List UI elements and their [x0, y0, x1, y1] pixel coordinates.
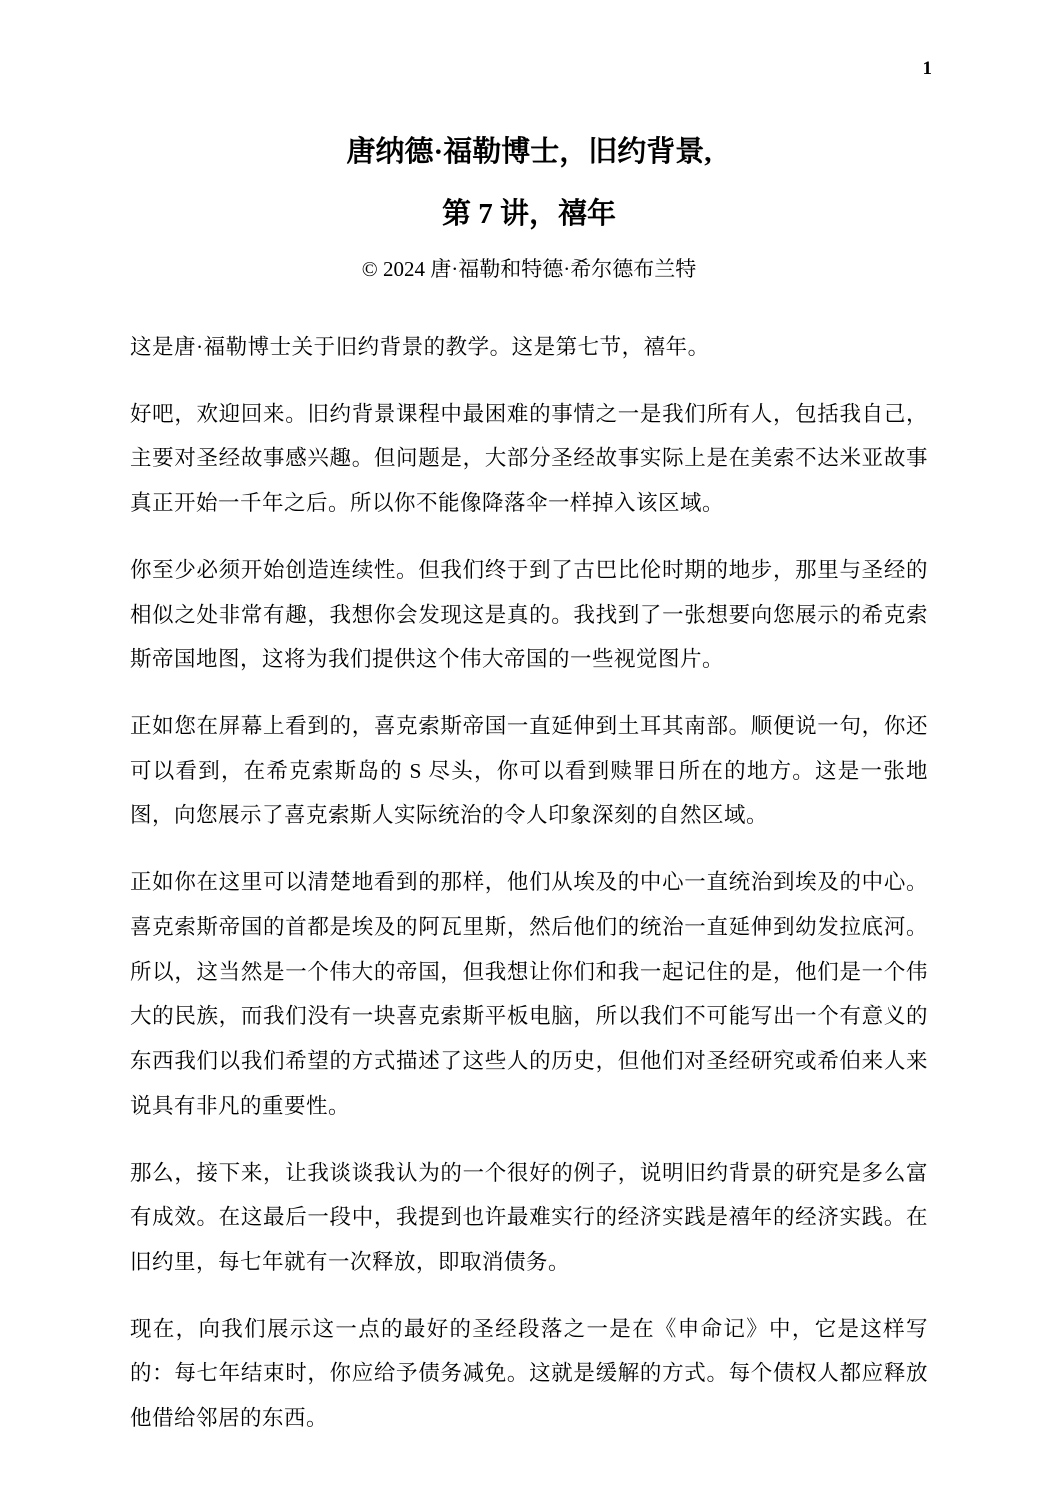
paragraph: 好吧，欢迎回来。旧约背景课程中最困难的事情之一是我们所有人，包括我自己，主要对圣经故事感兴趣。但问题是，大部分圣经故事实际上是在美索不达米亚故事真正开始一千年之后。所以你不能像降落伞一样掉入该区域。 [130, 401, 928, 516]
paragraph: 现在，向我们展示这一点的最好的圣经段落之一是在《申命记》中，它是这样写的：每七年结束时，你应给予债务减免。这就是缓解的方式。每个债权人都应释放他借给邻居的东西。 [130, 1316, 928, 1431]
title-line-2: 第 7 讲，禧年 [441, 198, 616, 230]
paragraph: 正如你在这里可以清楚地看到的那样，他们从埃及的中心一直统治到埃及的中心。喜克索斯帝国的首都是埃及的阿瓦里斯，然后他们的统治一直延伸到幼发拉底河。所以，这当然是一个伟大的帝国，但我想让你们和我一起记住的是，他们是一个伟大的民族，而我们没有一块喜克索斯平板电脑，所以我们不可能写出一个有意义的东西我们以我们希望的方式描述了这些人的历史，但他们对圣经研究或希伯来人来说具有非凡的重要性。 [130, 870, 928, 1118]
paragraph: 你至少必须开始创造连续性。但我们终于到了古巴比伦时期的地步，那里与圣经的相似之处非常有趣，我想你会发现这是真的。我找到了一张想要向您展示的希克索斯帝国地图，这将为我们提供这个伟大帝国的一些视觉图片。 [130, 557, 928, 672]
paragraph: 这是唐·福勒博士关于旧约背景的教学。这是第七节，禧年。 [130, 335, 710, 359]
title-line-1: 唐纳德·福勒博士，旧约背景, [346, 136, 712, 168]
page-number: 1 [922, 58, 932, 79]
paragraph: 正如您在屏幕上看到的，喜克索斯帝国一直延伸到土耳其南部。顺便说一句，你还可以看到，在希克索斯岛的 S 尽头，你可以看到赎罪日所在的地方。这是一张地图，向您展示了喜克索斯人实际统治的令人印象深刻的自然区域。 [130, 714, 928, 828]
body-text [130, 325, 928, 1441]
paragraph: 那么，接下来，让我谈谈我认为的一个很好的例子，说明旧约背景的研究是多么富有成效。在这最后一段中，我提到也许最难实行的经济实践是禧年的经济实践。在旧约里，每七年就有一次释放，即取消债务。 [130, 1160, 928, 1274]
document-title [130, 138, 928, 229]
copyright-line: © 2024 唐·福勒和特德·希尔德布兰特 [361, 257, 697, 281]
